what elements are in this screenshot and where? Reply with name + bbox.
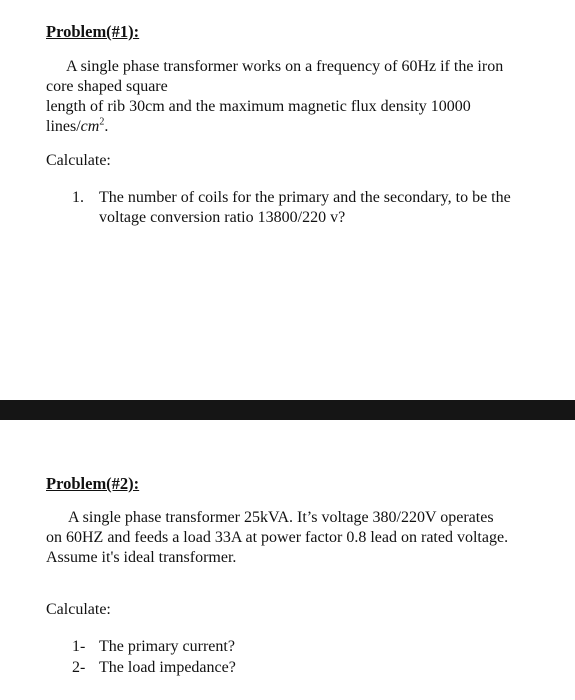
problem-1-heading: Problem(#1): (46, 22, 140, 41)
problem-2-calculate-label: Calculate: (46, 601, 111, 618)
problem-2-heading: Problem(#2): (46, 474, 140, 493)
flux-unit-cm: cm (80, 118, 100, 135)
list-item-number: 1- (72, 638, 86, 655)
problem-1-description-line-4 (46, 117, 556, 137)
list-item-text: The primary current? (99, 638, 235, 655)
problem-2-list-item-1 (0, 637, 575, 657)
problem-2-description-line-2: on 60HZ and feeds a load 33A at power factor 0.8 lead on rated voltage. (46, 529, 509, 546)
section-divider (0, 400, 575, 420)
problem-1-description-line-1: A single phase transformer works on a frequency of 60Hz if the iron (66, 58, 504, 75)
list-item-text: The load impedance? (99, 659, 236, 676)
problem-1-description-line-3: length of rib 30cm and the maximum magnetic flux density 10000 (46, 98, 471, 115)
flux-unit-exponent: 2 (99, 116, 105, 128)
problem-1-description-line-2: core shaped square (46, 78, 168, 95)
list-item-number: 1. (72, 189, 84, 206)
problem-2-description-line-3: Assume it's ideal transformer. (46, 549, 237, 566)
list-item-text-line-1: The number of coils for the primary and the secondary, to be the (99, 189, 511, 206)
problem-1-calculate-label: Calculate: (46, 152, 111, 169)
list-item-number: 2- (72, 659, 86, 676)
problem-2-section (0, 420, 575, 700)
problem-1-description (46, 57, 556, 137)
list-item-text-line-2: voltage conversion ratio 13800/220 v? (99, 209, 346, 226)
flux-unit-suffix: . (104, 118, 109, 135)
problem-2-description (46, 508, 556, 568)
problem-2-description-line-1: A single phase transformer 25kVA. It’s voltage 380/220V operates (68, 509, 494, 526)
problem-1-list-item (0, 188, 575, 230)
flux-unit-prefix: lines/ (46, 118, 81, 135)
problem-2-list-item-2 (0, 658, 575, 678)
